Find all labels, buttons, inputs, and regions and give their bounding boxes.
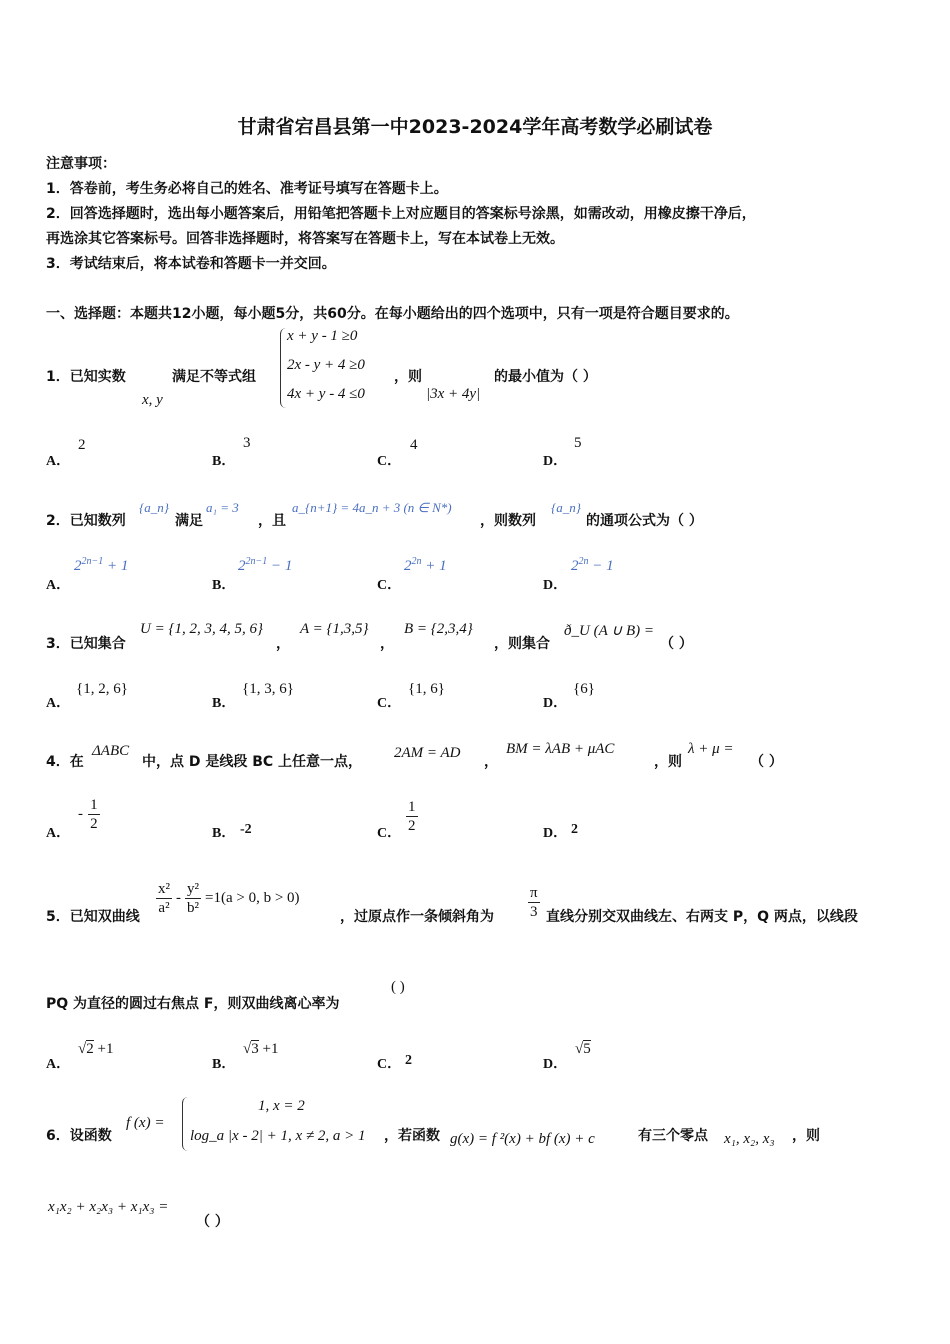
q3-tail: （ ） xyxy=(660,636,693,652)
q5-mid: ，过原点作一条倾斜角为 xyxy=(340,909,494,925)
q2-option-value: $2^{2n-1} + 1$ xyxy=(74,556,129,574)
q1-brace xyxy=(280,328,287,408)
q5-option-label: B． xyxy=(212,1057,236,1072)
q1-option-label: B． xyxy=(212,454,236,469)
q5-paren: ( ) xyxy=(391,979,405,995)
q3-option-value: {1, 3, 6} xyxy=(242,681,294,697)
q3-option-value: {1, 2, 6} xyxy=(76,681,128,697)
q2-option-label: A． xyxy=(46,578,71,593)
q2-option-label: C． xyxy=(377,578,402,593)
q6-brace xyxy=(182,1097,189,1151)
q1-expr: |3x + 4y| xyxy=(426,386,481,402)
q2-rec: a_{n+1} = 4a_n + 3 (n ∈ N*) xyxy=(292,500,452,515)
q3-option-label: C． xyxy=(377,696,402,711)
q4-option-label: B． xyxy=(212,826,236,841)
q1-tail: 的最小值为（ ） xyxy=(494,369,597,385)
q4-tail: （ ） xyxy=(750,754,783,770)
q3-comma: ， xyxy=(380,636,394,652)
q2-mid: ，且 xyxy=(258,513,286,529)
notice-item: 2．回答选择题时，选出每小题答案后，用铅笔把答题卡上对应题目的答案标号涂黑，如需改动，用橡皮擦干净后， xyxy=(46,206,756,222)
q5-option-label: A． xyxy=(46,1057,71,1072)
q5-option-value: √5 xyxy=(575,1041,591,1057)
notice-item: 3．考试结束后，将本试卷和答题卡一并交回。 xyxy=(46,256,336,272)
q2-seq: {a_n} xyxy=(551,500,581,515)
notice-item: 再选涂其它答案标号。回答非选择题时，将答案写在答题卡上，写在本试卷上无效。 xyxy=(46,231,564,247)
q2-lead: 2．已知数列 xyxy=(46,513,126,529)
q6-then: ，则 xyxy=(792,1128,820,1144)
section-heading: 一、选择题：本题共12小题，每小题5分，共60分。在每小题给出的四个选项中，只有一项是符合题目要求的。 xyxy=(46,306,739,322)
q5-option-value: √2 +1 xyxy=(78,1041,114,1057)
q3-option-label: A． xyxy=(46,696,71,711)
notice-item: 1．答卷前，考生务必将自己的姓名、准考证号填写在答题卡上。 xyxy=(46,181,448,197)
q6-case: 1, x = 2 xyxy=(258,1098,305,1114)
q6-roots: x₁, x₂, x₃ xyxy=(724,1131,775,1147)
q4-expr: λ + μ = xyxy=(688,741,734,757)
q6-lead: 6．设函数 xyxy=(46,1128,112,1144)
q3-option-value: {6} xyxy=(573,681,595,697)
q5-tail: 直线分别交双曲线左、右两支 P，Q 两点，以线段 xyxy=(546,909,858,925)
q3-expr: ð_U (A ∪ B) = xyxy=(564,623,654,639)
q2-option-label: B． xyxy=(212,578,236,593)
q6-paren: （ ） xyxy=(196,1214,229,1230)
q4-lead: 4．在 xyxy=(46,754,84,770)
q4-option-label: D． xyxy=(543,826,568,841)
q3-comma: ， xyxy=(276,636,290,652)
q1-option-value: 3 xyxy=(243,435,251,451)
q3-set-u: U = {1, 2, 3, 4, 5, 6} xyxy=(140,621,263,637)
q4-option-value: - $\frac{1}{2}$ xyxy=(78,797,98,832)
q1-ineq: 4x + y - 4 ≤0 xyxy=(287,386,365,402)
q6-zeros: 有三个零点 xyxy=(638,1128,708,1144)
q6-case: log_a |x - 2| + 1, x ≠ 2, a > 1 xyxy=(190,1128,366,1144)
q6-mid: ，若函数 xyxy=(384,1128,440,1144)
q5-lead: 5．已知双曲线 xyxy=(46,909,140,925)
q1-option-label: C． xyxy=(377,454,402,469)
q5-line2: PQ 为直径的圆过右焦点 F，则双曲线离心率为 xyxy=(46,996,340,1012)
q4-vector-eq1: 2AM = AD xyxy=(394,745,461,761)
q2-option-value: $2^{2n} + 1$ xyxy=(404,556,447,574)
q1-option-label: A． xyxy=(46,454,71,469)
q4-triangle: ΔABC xyxy=(92,743,130,759)
q2-a1: a₁ = 3 xyxy=(206,500,239,515)
q1-ineq: x + y - 1 ≥0 xyxy=(287,328,358,344)
q4-option-label: A． xyxy=(46,826,71,841)
q1-option-value: 2 xyxy=(78,437,86,453)
q1-vars: x, y xyxy=(142,392,163,408)
q2-cond: 满足 xyxy=(175,513,203,529)
q1-ineq: 2x - y + 4 ≥0 xyxy=(287,357,365,373)
q5-option-label: D． xyxy=(543,1057,568,1072)
q4-option-label: C． xyxy=(377,826,402,841)
q3-then: ，则集合 xyxy=(494,636,550,652)
q6-line2: x₁x₂ + x₂x₃ + x₁x₃ = xyxy=(48,1199,169,1215)
q5-option-value: 2 xyxy=(405,1053,412,1068)
q3-set-a: A = {1,3,5} xyxy=(300,621,369,637)
q2-then: ，则数列 xyxy=(480,513,536,529)
q5-option-label: C． xyxy=(377,1057,402,1072)
q5-angle: $\frac{\pi}{3}$ xyxy=(530,885,538,920)
q3-set-b: B = {2,3,4} xyxy=(404,621,473,637)
q4-option-value: $\frac{1}{2}$ xyxy=(408,799,416,834)
page-title: 甘肃省宕昌县第一中2023-2024学年高考数学必刷试卷 xyxy=(237,116,713,138)
q4-option-value: -2 xyxy=(240,822,252,837)
q1-option-value: 4 xyxy=(410,437,418,453)
q2-seq: {a_n} xyxy=(139,500,169,515)
q2-option-value: $2^{2n} - 1$ xyxy=(571,556,614,574)
q5-option-value: √3 +1 xyxy=(243,1041,279,1057)
q1-option-value: 5 xyxy=(574,435,582,451)
q2-option-label: D． xyxy=(543,578,568,593)
q3-lead: 3．已知集合 xyxy=(46,636,126,652)
q1-then: ，则 xyxy=(394,369,422,385)
notice-heading: 注意事项： xyxy=(46,156,116,172)
q6-fx: f (x) = xyxy=(126,1115,165,1131)
q4-option-value: 2 xyxy=(571,822,578,837)
q6-gx: g(x) = f ²(x) + bf (x) + c xyxy=(450,1131,595,1147)
q4-vector-eq2: BM = λAB + μAC xyxy=(506,741,615,757)
q4-mid: 中，点 D 是线段 BC 上任意一点， xyxy=(142,754,363,770)
q3-option-label: D． xyxy=(543,696,568,711)
q2-tail: 的通项公式为（ ） xyxy=(586,513,703,529)
q1-option-label: D． xyxy=(543,454,568,469)
q3-option-label: B． xyxy=(212,696,236,711)
q5-hyperbola: $\frac{\text{x²}}{\text{a²}}$ - $\frac{\text{y²}}{\text{b²}}$ =1(a > 0, b > 0) xyxy=(158,881,300,916)
q1-lead: 1．已知实数 xyxy=(46,369,126,385)
q2-option-value: $2^{2n-1} - 1$ xyxy=(238,556,293,574)
q3-option-value: {1, 6} xyxy=(408,681,445,697)
q4-comma: ， xyxy=(484,754,498,770)
q1-cond: 满足不等式组 xyxy=(172,369,256,385)
q4-then: ，则 xyxy=(654,754,682,770)
